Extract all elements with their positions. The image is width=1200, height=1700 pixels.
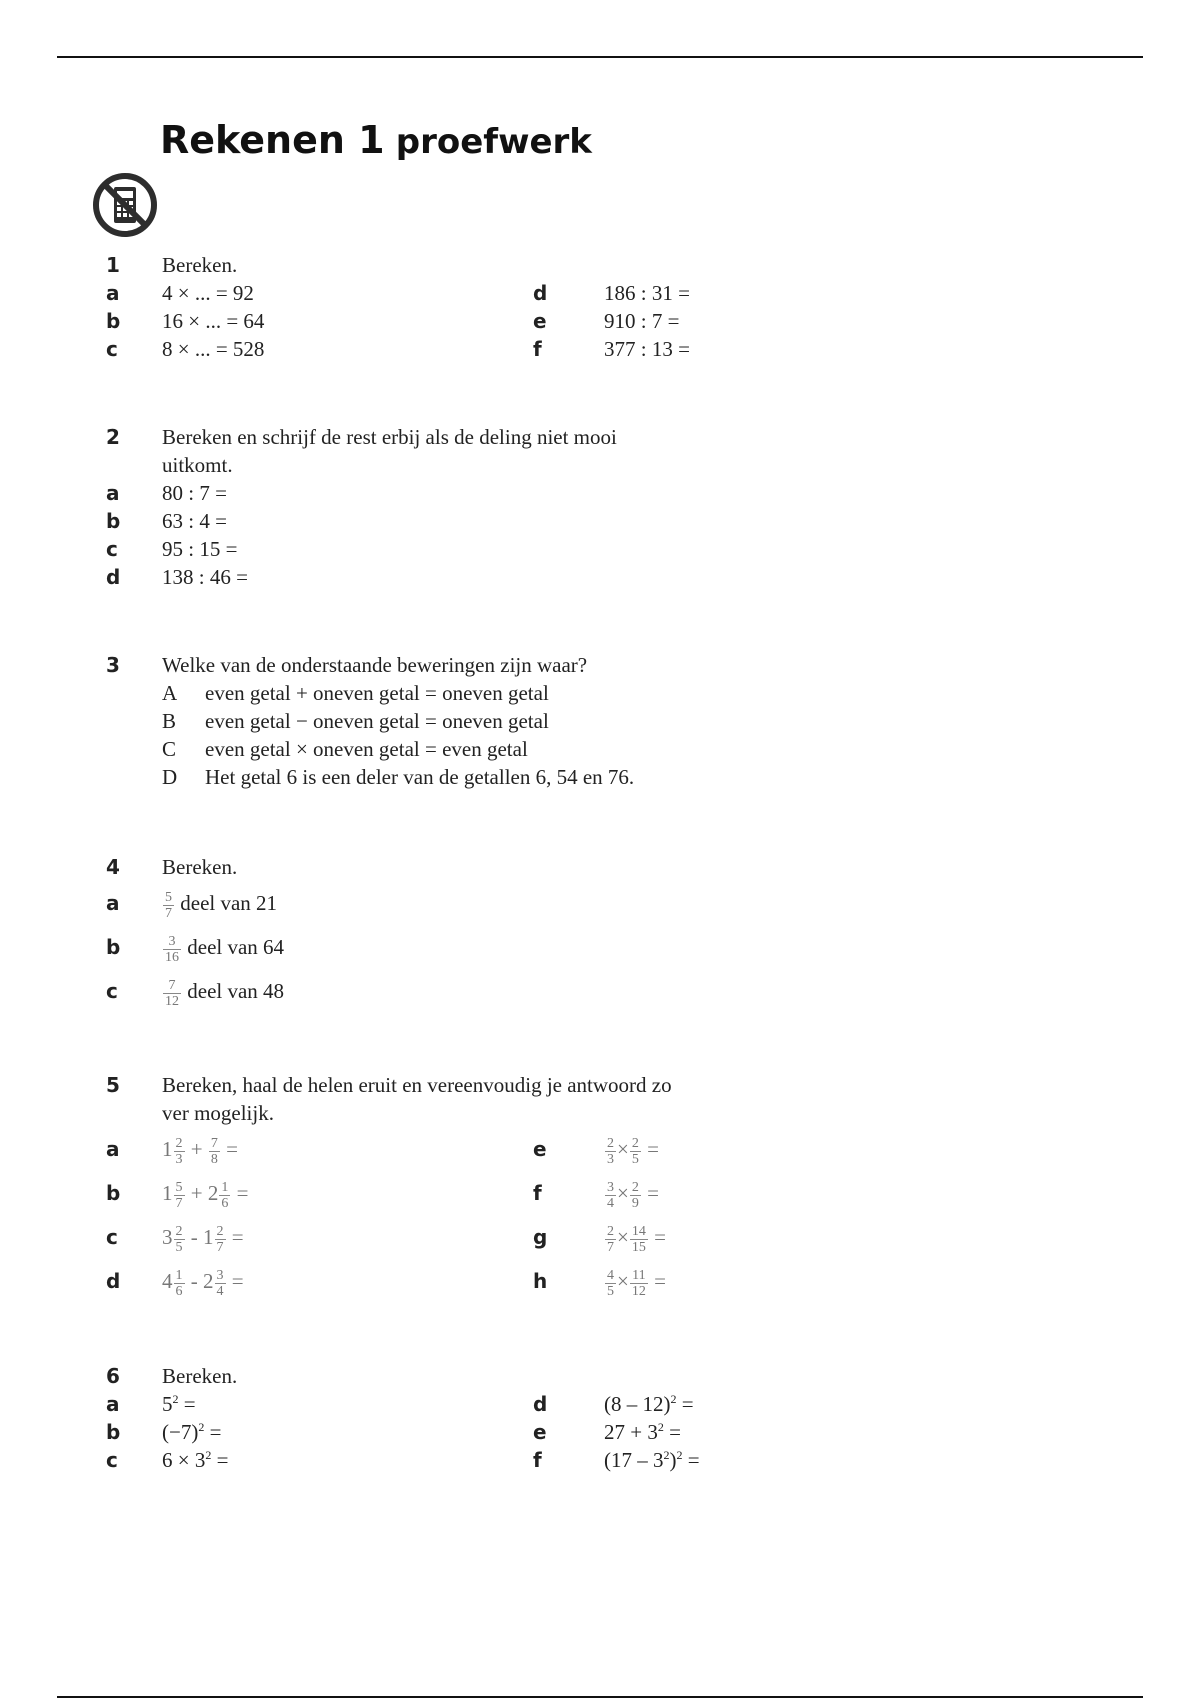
- question-intro: Bereken en schrijf de rest erbij als de deling niet mooi: [162, 425, 617, 449]
- item-expression: [162, 969, 284, 1013]
- item-expression: $\frac{4}{5}$ × $\frac{11}{12}$ =: [607, 1267, 666, 1299]
- item-expression: 3 $\frac{2}{5}$ - 1 $\frac{2}{7}$ =: [162, 1223, 244, 1255]
- fraction: $\frac{3}{4}$: [216, 1267, 224, 1299]
- fraction: $\frac{4}{5}$: [607, 1267, 614, 1299]
- item-label: d: [533, 281, 548, 305]
- item-label: b: [106, 1181, 121, 1205]
- question-intro: Bereken.: [162, 1364, 238, 1388]
- bottom-rule: [57, 1696, 1143, 1698]
- fraction: $\frac{5}{7}$: [175, 1179, 183, 1211]
- item-label: e: [533, 1137, 547, 1161]
- item-label: e: [533, 309, 547, 333]
- item-text: 95 : 15 =: [162, 537, 238, 561]
- question-intro: Bereken.: [162, 253, 238, 277]
- option-letter: A: [162, 681, 178, 705]
- item-text: deel van 21: [180, 891, 278, 915]
- question-number: 5: [106, 1073, 120, 1097]
- question-number: 6: [106, 1364, 120, 1388]
- item-text: 138 : 46 =: [162, 565, 248, 589]
- item-label: d: [106, 565, 121, 589]
- item-label: c: [106, 337, 118, 361]
- item-expression: $(17 - 3^2)^2$ =: [604, 1448, 700, 1472]
- item-expression: [162, 881, 277, 925]
- option-text: even getal − oneven getal = oneven getal: [205, 709, 549, 733]
- item-text: 16 × ... = 64: [162, 309, 265, 333]
- question-intro: Bereken, haal de helen eruit en vereenvoudig je antwoord zo: [162, 1073, 672, 1097]
- item-label: c: [106, 979, 118, 1003]
- item-label: d: [533, 1392, 548, 1416]
- item-label: h: [533, 1269, 548, 1293]
- option-letter: C: [162, 737, 177, 761]
- question-intro: Bereken.: [162, 855, 238, 879]
- item-expression: [162, 925, 284, 969]
- item-expression: 1 $\frac{2}{3}$ + $\frac{7}{8}$ =: [162, 1135, 238, 1167]
- item-expression: $27 + 3^2$ =: [604, 1420, 681, 1444]
- item-expression: $5^2$ =: [162, 1392, 196, 1416]
- item-text: 4 × ... = 92: [162, 281, 254, 305]
- title-rest: proefwerk: [395, 122, 592, 162]
- fraction: $\frac{1}{6}$: [175, 1267, 183, 1299]
- item-label: b: [106, 935, 121, 959]
- item-label: a: [106, 891, 120, 915]
- fraction: $\frac{3}{16}$: [165, 933, 179, 965]
- fraction: $\frac{2}{3}$: [175, 1135, 183, 1167]
- no-calculator-icon: [92, 172, 158, 238]
- fraction: $\frac{2}{5}$: [175, 1223, 183, 1255]
- item-expression: 1 $\frac{5}{7}$ + 2 $\frac{1}{6}$ =: [162, 1179, 249, 1211]
- option-text: even getal + oneven getal = oneven getal: [205, 681, 549, 705]
- question-5: [0, 1071, 1100, 1303]
- fraction: $\frac{7}{12}$: [165, 977, 179, 1009]
- question-number: 2: [106, 425, 120, 449]
- fraction: $\frac{5}{7}$: [165, 889, 172, 921]
- item-text: deel van 64: [187, 935, 285, 959]
- item-label: a: [106, 1137, 120, 1161]
- item-label: b: [106, 509, 121, 533]
- item-label: f: [533, 337, 542, 361]
- fraction: $\frac{2}{7}$: [216, 1223, 224, 1255]
- item-expression: $(-7)^2$ =: [162, 1420, 222, 1444]
- fraction: $\frac{11}{12}$: [631, 1267, 646, 1299]
- item-label: f: [533, 1448, 542, 1472]
- option-letter: B: [162, 709, 177, 733]
- question-1: [0, 251, 1100, 363]
- fraction: $\frac{7}{8}$: [210, 1135, 218, 1167]
- option-letter: D: [162, 765, 178, 789]
- item-label: c: [106, 1225, 118, 1249]
- question-2: [0, 423, 1100, 591]
- item-label: a: [106, 1392, 120, 1416]
- item-text: 910 : 7 =: [604, 309, 680, 333]
- question-4: [0, 853, 1100, 1013]
- question-intro-cont: uitkomt.: [162, 453, 233, 477]
- item-expression: $\frac{2}{3}$ × $\frac{2}{5}$ =: [607, 1135, 659, 1167]
- item-text: 186 : 31 =: [604, 281, 690, 305]
- option-text: Het getal 6 is een deler van de getallen 6, 54 en 76.: [205, 765, 635, 789]
- page-title: [160, 118, 592, 162]
- item-text: 80 : 7 =: [162, 481, 227, 505]
- item-label: f: [533, 1181, 542, 1205]
- title-bold: Rekenen 1: [160, 118, 385, 162]
- item-label: g: [533, 1225, 548, 1249]
- item-text: 63 : 4 =: [162, 509, 227, 533]
- item-text: 377 : 13 =: [604, 337, 690, 361]
- item-label: a: [106, 481, 120, 505]
- item-expression: $\frac{3}{4}$ × $\frac{2}{9}$ =: [607, 1179, 659, 1211]
- item-expression: 4 $\frac{1}{6}$ - 2 $\frac{3}{4}$ =: [162, 1267, 244, 1299]
- item-label: e: [533, 1420, 547, 1444]
- fraction: $\frac{2}{7}$: [607, 1223, 614, 1255]
- item-expression: $\frac{2}{7}$ × $\frac{14}{15}$ =: [607, 1223, 666, 1255]
- fraction: $\frac{2}{3}$: [607, 1135, 614, 1167]
- item-label: b: [106, 1420, 121, 1444]
- item-expression: $6 \times 3^2$ =: [162, 1448, 229, 1472]
- item-label: b: [106, 309, 121, 333]
- question-intro: Welke van de onderstaande beweringen zijn waar?: [162, 653, 588, 677]
- item-label: c: [106, 1448, 118, 1472]
- question-number: 1: [106, 253, 120, 277]
- fraction: $\frac{14}{15}$: [631, 1223, 646, 1255]
- item-label: a: [106, 281, 120, 305]
- question-number: 3: [106, 653, 120, 677]
- question-number: 4: [106, 855, 120, 879]
- question-3: [0, 651, 1100, 791]
- question-6: [0, 1362, 1100, 1474]
- item-label: c: [106, 537, 118, 561]
- item-label: d: [106, 1269, 121, 1293]
- fraction: $\frac{2}{9}$: [631, 1179, 639, 1211]
- item-expression: (8 – 12)$^2$ =: [604, 1392, 694, 1416]
- item-text: 8 × ... = 528: [162, 337, 265, 361]
- option-text: even getal × oneven getal = even getal: [205, 737, 528, 761]
- question-intro-cont: ver mogelijk.: [162, 1101, 274, 1125]
- item-text: deel van 48: [187, 979, 285, 1003]
- fraction: $\frac{2}{5}$: [631, 1135, 639, 1167]
- top-rule: [57, 56, 1143, 58]
- fraction: $\frac{1}{6}$: [221, 1179, 229, 1211]
- fraction: $\frac{3}{4}$: [607, 1179, 614, 1211]
